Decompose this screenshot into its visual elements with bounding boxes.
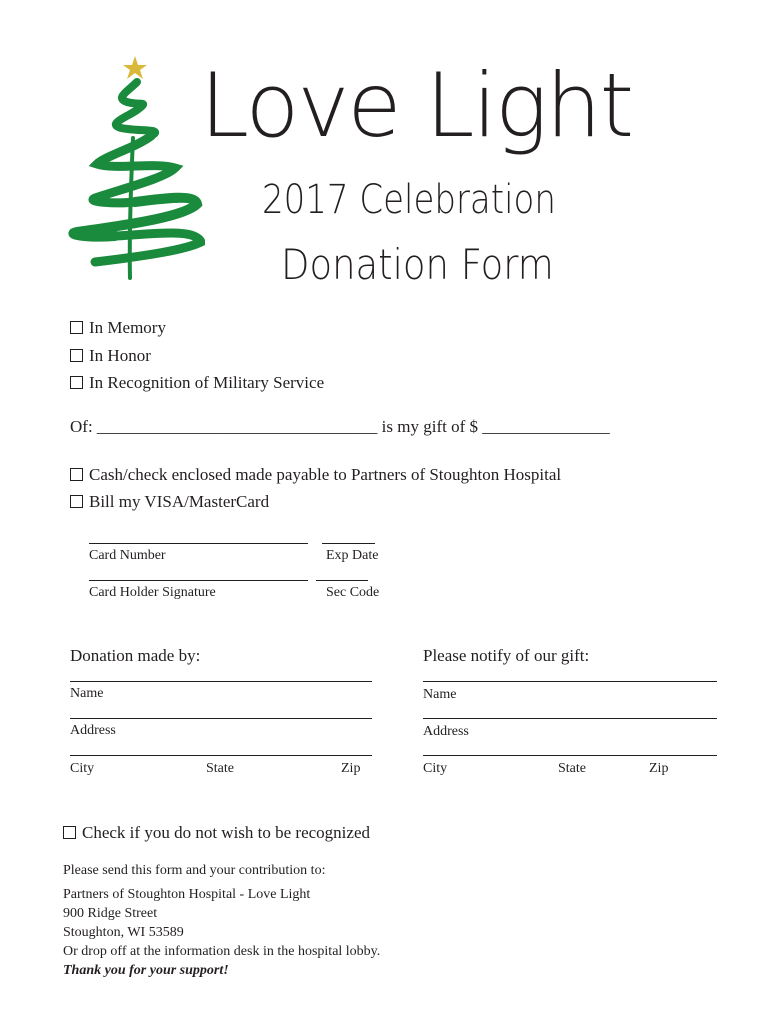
- donor-name-line[interactable]: [70, 681, 372, 682]
- checkbox[interactable]: [70, 349, 83, 362]
- page-subtitle-form: Donation Form: [281, 240, 554, 289]
- mailing-line-3: Stoughton, WI 53589: [63, 925, 184, 940]
- page-subtitle-year: 2017 Celebration: [262, 177, 556, 223]
- notify-name-label: Name: [423, 687, 457, 702]
- notify-zip-label: Zip: [649, 761, 669, 776]
- christmas-tree-logo: [55, 52, 205, 287]
- mailing-line-4: Or drop off at the information desk in the hospital lobby.: [63, 944, 381, 959]
- donor-zip-label: Zip: [341, 761, 361, 776]
- notify-city-line[interactable]: [423, 755, 717, 756]
- donor-city-label: City: [70, 761, 95, 776]
- thank-you-note: Thank you for your support!: [63, 963, 229, 978]
- option-cash-check[interactable]: Cash/check enclosed made payable to Partners of Stoughton Hospital: [70, 466, 561, 483]
- notify-heading: Please notify of our gift:: [423, 646, 590, 665]
- donor-address-line[interactable]: [70, 718, 372, 719]
- checkbox[interactable]: [70, 321, 83, 334]
- card-number-line[interactable]: [89, 543, 308, 544]
- star-icon: [123, 56, 147, 79]
- gift-amount-field[interactable]: is my gift of $ _______________: [381, 417, 610, 436]
- mailing-line-2: 900 Ridge Street: [63, 906, 158, 921]
- donor-heading: Donation made by:: [70, 646, 201, 665]
- donor-name-label: Name: [70, 686, 104, 701]
- notify-city-label: City: [423, 761, 448, 776]
- donor-state-label: State: [206, 761, 234, 776]
- checkbox[interactable]: [70, 495, 83, 508]
- notify-state-label: State: [558, 761, 586, 776]
- page-title: Love Light: [200, 54, 633, 157]
- option-in-honor[interactable]: In Honor: [70, 347, 151, 364]
- donor-city-line[interactable]: [70, 755, 372, 756]
- donor-address-label: Address: [70, 723, 116, 738]
- checkbox[interactable]: [70, 468, 83, 481]
- tree-strokes: [73, 82, 201, 278]
- exp-date-line[interactable]: [322, 543, 375, 544]
- mailing-line-1: Partners of Stoughton Hospital - Love Light: [63, 887, 311, 902]
- option-credit-card[interactable]: Bill my VISA/MasterCard: [70, 493, 269, 510]
- option-no-recognition[interactable]: Check if you do not wish to be recognized: [63, 824, 370, 841]
- checkbox[interactable]: [70, 376, 83, 389]
- checkbox[interactable]: [63, 826, 76, 839]
- sec-code-label: Sec Code: [326, 585, 380, 600]
- mailing-address: [63, 885, 380, 980]
- signature-label: Card Holder Signature: [89, 585, 216, 600]
- mailing-intro: Please send this form and your contribution to:: [63, 863, 326, 878]
- gift-line: [70, 418, 610, 435]
- signature-line[interactable]: [89, 580, 308, 581]
- notify-name-line[interactable]: [423, 681, 717, 682]
- notify-address-label: Address: [423, 724, 469, 739]
- option-military-service[interactable]: In Recognition of Military Service: [70, 374, 324, 391]
- card-number-label: Card Number: [89, 548, 166, 563]
- sec-code-line[interactable]: [316, 580, 368, 581]
- of-field[interactable]: Of: _________________________________: [70, 417, 378, 436]
- exp-date-label: Exp Date: [326, 548, 379, 563]
- notify-address-line[interactable]: [423, 718, 717, 719]
- option-in-memory[interactable]: In Memory: [70, 319, 166, 336]
